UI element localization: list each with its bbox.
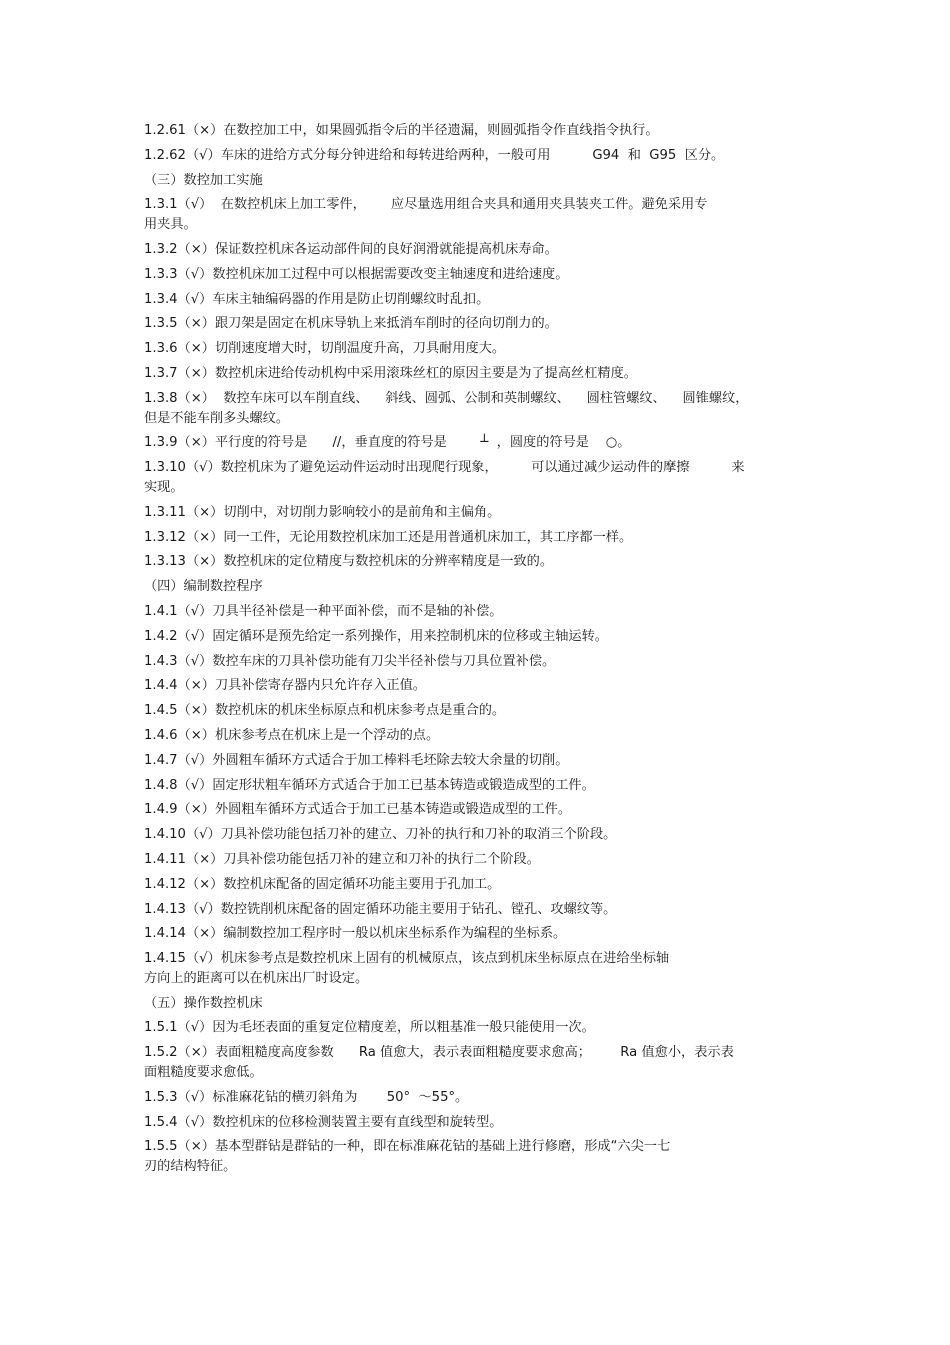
document-body (144, 119, 814, 1180)
list-item: 1.4.12（×）数控机床配备的固定循环功能主要用于孔加工。 (144, 876, 501, 892)
list-item: 1.2.61（×）在数控加工中，如果圆弧指令后的半径遗漏，则圆弧指令作直线指令执行。 (144, 123, 659, 138)
list-item: 1.3.4（√）车床主轴编码器的作用是防止切削螺纹时乱扣。 (144, 291, 490, 307)
list-item: 1.3.5（×）跟刀架是固定在机床导轨上来抵消车削时的径向切削力的。 (144, 316, 558, 332)
list-item: 1.5.3（√）标准麻花钻的横刃斜角为 50° ～55°。 (144, 1089, 469, 1105)
list-item: 1.4.4（×）刀具补偿寄存器内只允许存入正值。 (144, 678, 426, 694)
list-item: 1.3.11（×）切削中，对切削力影响较小的是前角和主偏角。 (144, 504, 501, 520)
list-item-continuation: 用夹具。 (144, 217, 197, 233)
list-item-continuation: 实现。 (144, 479, 184, 495)
list-item: 1.5.4（√）数控机床的位移检测装置主要有直线型和旋转型。 (144, 1114, 503, 1130)
list-item-continuation: 但是不能车削多头螺纹。 (144, 410, 290, 426)
list-item: 1.5.5（×）基本型群钻是群钻的一种，即在标准麻花钻的基础上进行修磨，形成“六尖一七 (144, 1139, 671, 1155)
list-item: 1.4.5（×）数控机床的机床坐标原点和机床参考点是重合的。 (144, 703, 506, 719)
list-item: 1.4.7（√）外圆粗车循环方式适合于加工棒料毛坯除去较大余量的切削。 (144, 752, 569, 768)
section-heading: （三）数控加工实施 (144, 172, 263, 188)
list-item-continuation: 刃的结构特征。 (144, 1159, 237, 1175)
list-item: 1.4.9（×）外圆粗车循环方式适合于加工已基本铸造或锻造成型的工件。 (144, 802, 572, 818)
list-item: 1.4.8（√）固定形状粗车循环方式适合于加工已基本铸造或锻造成型的工件。 (144, 777, 595, 793)
list-item: 1.3.12（×）同一工件，无论用数控机床加工还是用普通机床加工，其工序都一样。 (144, 529, 633, 545)
list-item: 1.5.1（√）因为毛坯表面的重复定位精度差，所以粗基准一般只能使用一次。 (144, 1020, 595, 1036)
list-item: 1.3.3（√）数控机床加工过程中可以根据需要改变主轴速度和进给速度。 (144, 266, 569, 282)
list-item: 1.3.13（×）数控机床的定位精度与数控机床的分辨率精度是一致的。 (144, 554, 554, 570)
list-item: 1.3.8（×） 数控车床可以车削直线、 斜线、圆弧、公制和英制螺纹、 圆柱管螺纹、 圆锥螺纹， (144, 390, 749, 406)
list-item-continuation: 方向上的距离可以在机床出厂时设定。 (144, 970, 369, 986)
list-item-continuation: 面粗糙度要求愈低。 (144, 1065, 263, 1081)
list-item: 1.4.11（×）刀具补偿功能包括刀补的建立和刀补的执行二个阶段。 (144, 851, 540, 867)
list-item: 1.4.15（√）机床参考点是数控机床上固有的机械原点，该点到机床坐标原点在进给坐标轴 (144, 951, 670, 967)
list-item: 1.3.6（×）切削速度增大时，切削温度升高，刀具耐用度大。 (144, 341, 506, 357)
list-item: 1.4.14（×）编制数控加工程序时一般以机床坐标系作为编程的坐标系。 (144, 926, 567, 942)
list-item: 1.4.1（√）刀具半径补偿是一种平面补偿，而不是轴的补偿。 (144, 603, 503, 619)
list-item: 1.4.3（√）数控车床的刀具补偿功能有刀尖半径补偿与刀具位置补偿。 (144, 653, 556, 669)
list-item: 1.4.6（×）机床参考点在机床上是一个浮动的点。 (144, 727, 440, 743)
list-item: 1.3.10（√）数控机床为了避免运动件运动时出现爬行现象， 可以通过减少运动件的摩擦 来 (144, 460, 745, 476)
list-item: 1.5.2（×）表面粗糙度高度参数 Ra 值愈大，表示表面粗糙度要求愈高； Ra 值愈小，表示表 (144, 1045, 734, 1061)
list-item: 1.4.13（√）数控铣削机床配备的固定循环功能主要用于钻孔、镗孔、攻螺纹等。 (144, 901, 617, 917)
section-heading: （五）操作数控机床 (144, 995, 263, 1011)
list-item: 1.4.2（√）固定循环是预先给定一系列操作，用来控制机床的位移或主轴运转。 (144, 628, 608, 644)
list-item: 1.4.10（√）刀具补偿功能包括刀补的建立、刀补的执行和刀补的取消三个阶段。 (144, 827, 617, 843)
section-heading: （四）编制数控程序 (144, 579, 263, 595)
list-item: 1.3.1（√） 在数控机床上加工零件， 应尽量选用组合夹具和通用夹具装夹工件。避免采用专 (144, 197, 708, 213)
list-item: 1.3.9（×）平行度的符号是 //，垂直度的符号是 ┴ ，圆度的符号是 ○。 (144, 435, 631, 451)
list-item: 1.2.62（√）车床的进给方式分每分钟进给和每转进给两种，一般可用 G94 和 G95 区分。 (144, 147, 725, 163)
list-item: 1.3.2（×）保证数控机床各运动部件间的良好润滑就能提高机床寿命。 (144, 241, 558, 257)
list-item: 1.3.7（×）数控机床进给传动机构中采用滚珠丝杠的原因主要是为了提高丝杠精度。 (144, 365, 637, 381)
